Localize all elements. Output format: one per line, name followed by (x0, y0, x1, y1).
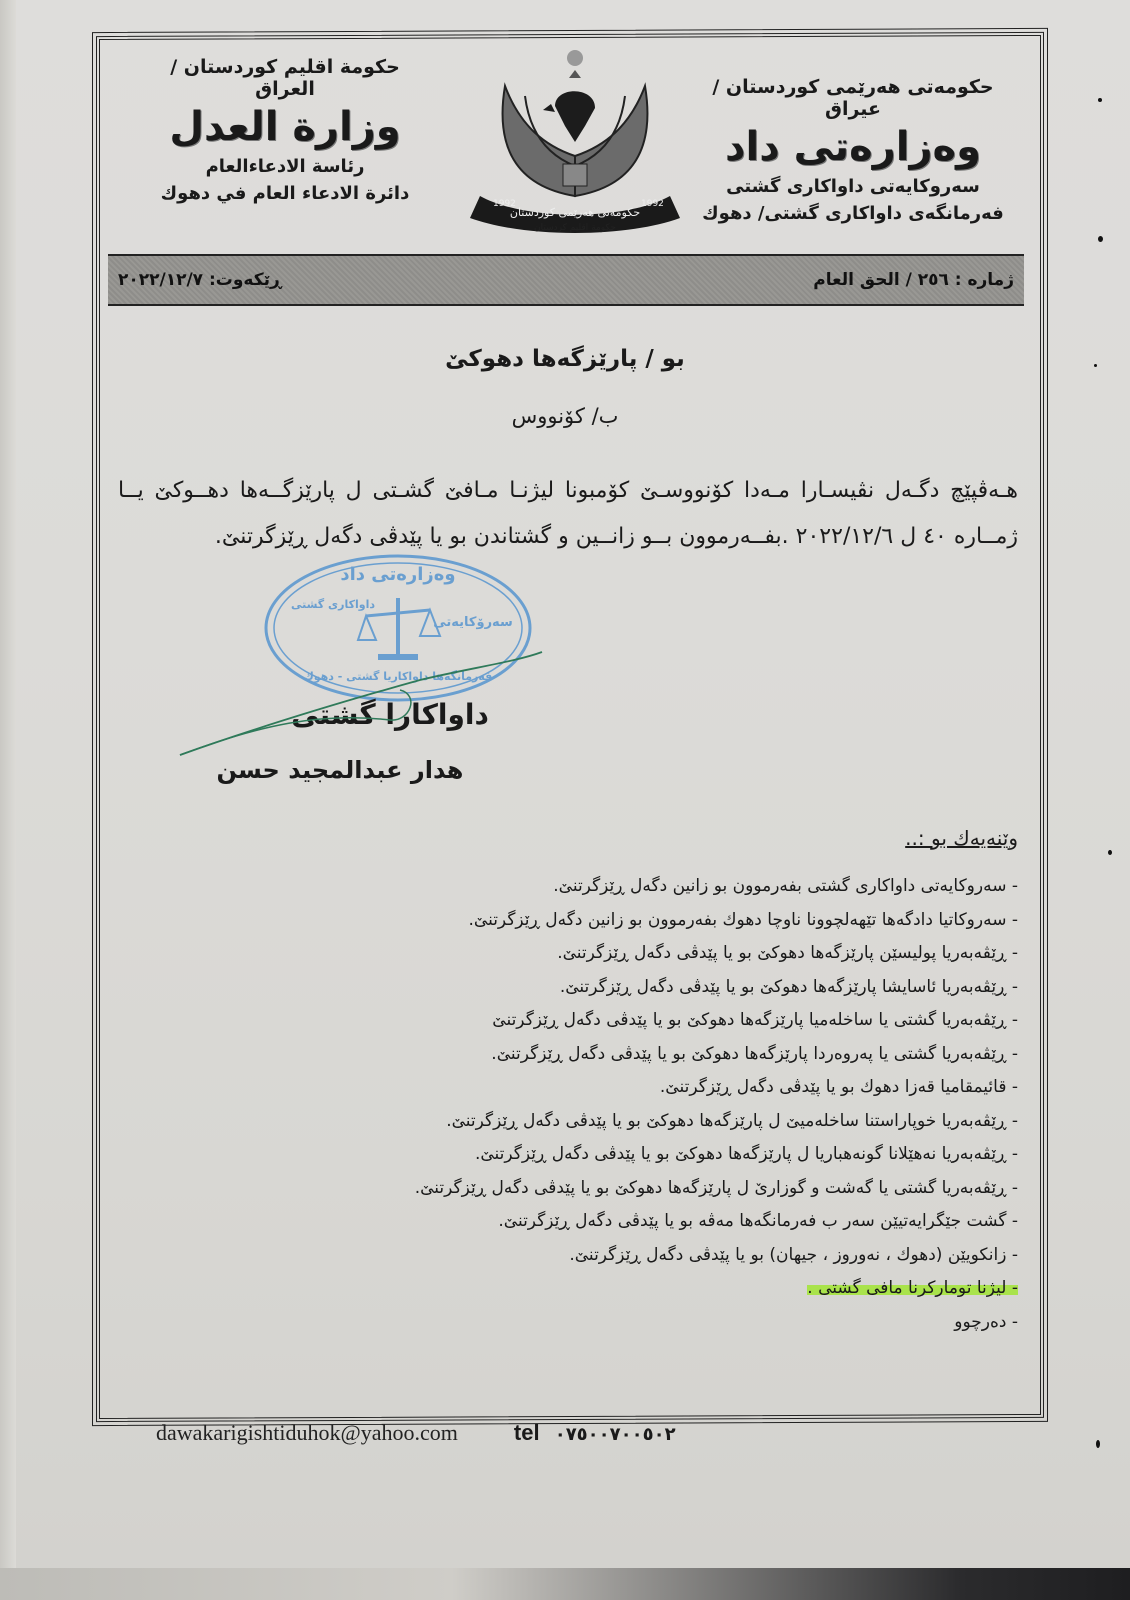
svg-text:حكومة اقليم كردستان: حكومة اقليم كردستان (534, 223, 616, 233)
paper-speck (1098, 98, 1102, 102)
arabic-directorate: دائرة الادعاء العام في دهوك (160, 183, 410, 204)
svg-text:حکومەتی هەرێمی کوردستان: حکومەتی هەرێمی کوردستان (509, 206, 641, 219)
paper-speck (1096, 1440, 1100, 1448)
cc-item: - ڕێڤەبەریا گشتی یا گەشت و گوزارێ ل پارێزگەها دهوکێ بو یا پێدڤی دگەل ڕێزگرتنێ. (414, 1177, 1018, 1198)
kurdish-ministry: وەزارەتی داد (724, 124, 982, 170)
official-stamp-scales-icon (258, 548, 538, 708)
kurdish-directorate: فەرمانگەی داواکاری گشتی/ دهوك (702, 203, 1004, 224)
contact-email: dawakarigishtiduhok@yahoo.com (156, 1420, 458, 1445)
svg-text:فەرمانگەها داواکاریا گشتی - ده: فەرمانگەها داواکاریا گشتی - دهوك (303, 670, 493, 683)
letterhead-kurdish (688, 74, 1018, 230)
kurdistan-eagle-emblem-icon (455, 46, 695, 236)
cc-item: - ڕێڤەبەریا نەهێلانا گونەهباریا ل پارێزگەها دهوکێ بو یا پێدڤی دگەل ڕێزگرتنێ. (474, 1144, 1018, 1164)
tel-number: ٠٧٥٠٠٧٠٠٥٠٢ (554, 1424, 676, 1445)
reference-bar (108, 254, 1024, 306)
highlighter-mark: - لیژنا تومارکرنا مافی گشتی . (807, 1278, 1018, 1298)
arabic-ministry: وزارة العدل (169, 104, 401, 150)
arabic-presidency: رئاسة الادعاءالعام (205, 156, 365, 177)
paper-speck (1108, 850, 1112, 855)
cc-item: - گشت جێگرایەتیێن سەر ب فەرمانگەها مەڤە بو یا پێدڤی دگەل ڕێزگرتنێ. (498, 1211, 1018, 1231)
cc-item: - ڕێڤەبەریا پولیسێن پارێزگەها دهوکێ بو یا پێدڤی دگەل ڕێزگرتنێ. (557, 943, 1018, 963)
letter-body: هـەڤپێچ دگـەل نڤیسـارا مـەدا کۆنووسـێ کۆمبونا لیژنـا مـافێ گشـتی ل پارێزگــەها دهــوکێ یــا ژمــارە ٤٠ ل ٢٠٢٢/١٢/٦ .بفــەرموون بــو زانــین و گشتاندن بو یا پێدڤی دگەل ڕێزگرتنێ. (118, 478, 1018, 549)
kurdish-government: حکومەتی هەرێمی کوردستان / عیراق (712, 76, 994, 120)
signatory-name: هدار عبدالمجيد حسن (216, 756, 464, 784)
letter-footer (156, 1418, 856, 1448)
cc-item: - سەروکایەتی داواکاری گشتی بفەرموون بو زانین دگەل ڕێزگرتنێ. (553, 876, 1018, 896)
signatory-title: داواكارا گشتى (291, 698, 489, 731)
svg-text:1992: 1992 (641, 199, 664, 209)
letterhead-arabic (140, 54, 430, 210)
cc-item: - ڕێڤەبەریا ئاسایشا پارێزگەها دهوکێ بو یا پێدڤی دگەل ڕێزگرتنێ. (559, 976, 1018, 997)
svg-text:سەرۆکایەتی: سەرۆکایەتی (433, 615, 513, 630)
reference-date: ڕێکەوت: ٢٠٢٢/١٢/٧ (118, 270, 282, 290)
paper-speck (1094, 364, 1097, 367)
cc-list (158, 870, 1018, 1339)
tel-label: tel (513, 1420, 540, 1445)
kurdish-presidency: سەروکایەتی داواکاری گشتی (726, 176, 980, 197)
cc-item: - ڕێڤەبەریا گشتی یا ساخلەمیا پارێزگەها دهوکێ بو یا پێدڤی دگەل ڕێزگرتنێ (492, 1010, 1018, 1030)
paper-speck (1098, 236, 1103, 242)
cc-heading: وێنەیەك بو :.. (905, 826, 1018, 850)
cc-item: - زانکویێن (دهوك ، نەوروز ، جیهان) بو یا پێدڤی دگەل ڕێزگرتنێ. (569, 1244, 1018, 1265)
cc-item: - سەروکاتیا دادگەها تێهەلچوونا ناوچا دهوك بفەرموون بو زانین دگەل ڕێزگرتنێ. (468, 909, 1018, 930)
svg-text:وەزارەتی داد: وەزارەتی داد (340, 564, 456, 585)
recipient-line: بو / پارێزگەها دهوكێ (445, 346, 685, 372)
cc-item: - ڕێڤەبەریا گشتی یا پەروەردا پارێزگەها دهوکێ بو یا پێدڤی دگەل ڕێزگرتنێ. (491, 1043, 1018, 1064)
desk-background (0, 1568, 1130, 1600)
svg-text:داواکاری گشتی: داواکاری گشتی (290, 598, 376, 611)
subject-line: ب/ کۆنووس (511, 404, 619, 428)
cc-item: - قائیمقامیا قەزا دهوك بو یا پێدڤی دگەل ڕێزگرتنێ. (659, 1077, 1018, 1097)
arabic-government: حكومة اقليم كوردستان / العراق (170, 56, 400, 100)
reference-number: ژمارە : ٢٥٦ / الحق العام (813, 270, 1014, 290)
cc-item-issued: - دەرچوو (954, 1311, 1018, 1332)
cc-item-highlighted (158, 1272, 1018, 1306)
cc-item: - ڕێڤەبەریا خوپاراستنا ساخلەمیێ ل پارێزگەها دهوکێ بو یا پێدڤی دگەل ڕێزگرتنێ. (446, 1110, 1018, 1131)
contact-phone (514, 1420, 676, 1446)
svg-text:1992: 1992 (493, 199, 516, 209)
underlying-paper-edge (0, 0, 17, 1600)
letterhead (110, 40, 1026, 252)
